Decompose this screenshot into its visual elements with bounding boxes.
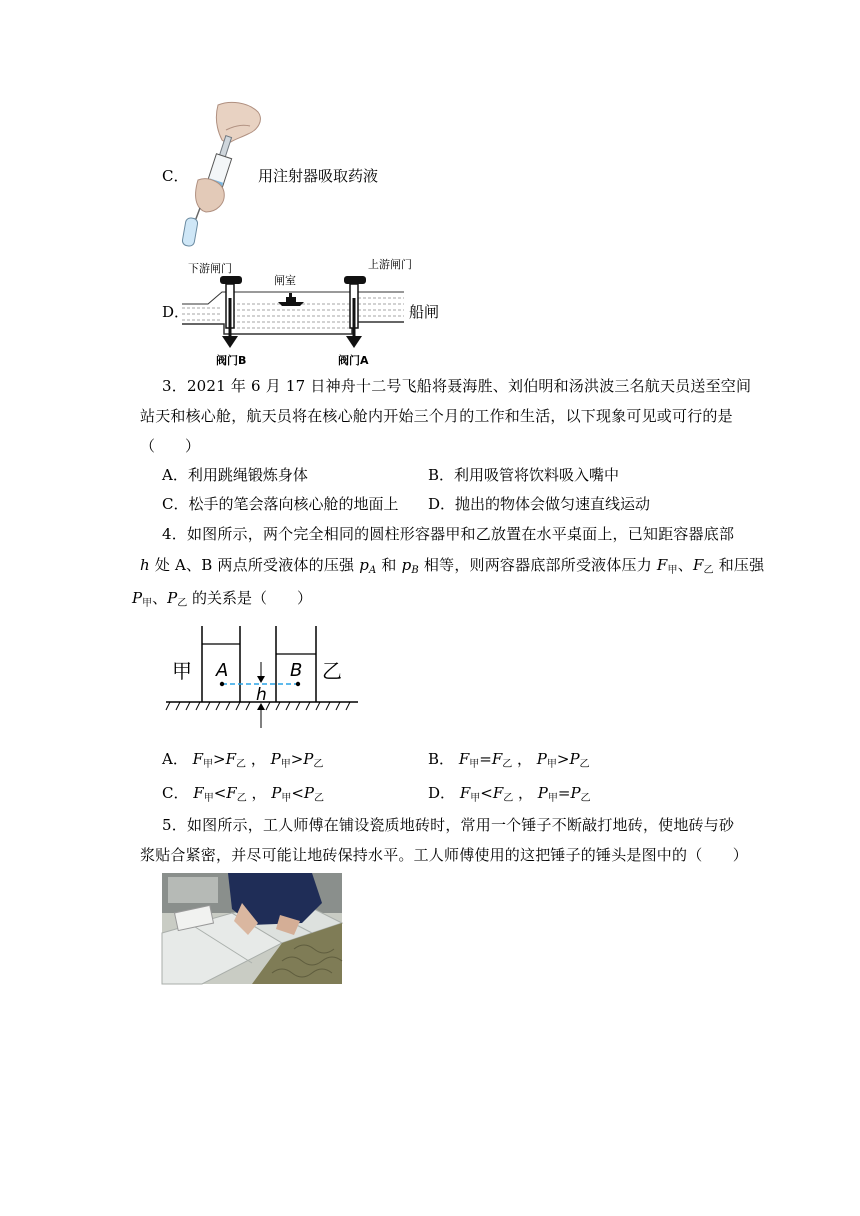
point-b-label: B bbox=[290, 660, 303, 681]
q4-option-d[interactable]: D． $F_甲<F_乙$ ， $P_甲=P_乙$ bbox=[428, 784, 591, 804]
containers-figure bbox=[166, 622, 362, 732]
chamber-label: 闸室 bbox=[274, 274, 296, 287]
q3-option-b[interactable]: B．利用吸管将饮料吸入嘴中 bbox=[428, 466, 620, 484]
syringe-photo bbox=[178, 100, 268, 252]
container-yi-label: 乙 bbox=[322, 659, 342, 683]
point-a-label: A bbox=[216, 660, 229, 681]
upstream-gate-label: 上游闸门 bbox=[368, 258, 412, 271]
q4-option-c[interactable]: C． $F_甲<F_乙$ ， $P_甲<P_乙$ bbox=[162, 784, 324, 804]
option-d-letter: D． bbox=[162, 303, 190, 321]
option-c-caption: 用注射器吸取药液 bbox=[258, 167, 379, 185]
q3-line3: （ ） bbox=[140, 437, 201, 455]
q4-line2: h 处 A、B 两点所受液体的压强 $p_A$ 和 $p_B$ 相等，则两容器底部所受液体压力 $F_甲$、$F_乙$ 和压强 bbox=[140, 556, 765, 576]
q5-line2: 浆贴合紧密，并尽可能让地砖保持水平。工人师傅使用的这把锤子的锤头是图中的（ ） bbox=[140, 846, 749, 864]
ship-lock-diagram bbox=[182, 258, 412, 368]
q3-option-a[interactable]: A．利用跳绳锻炼身体 bbox=[162, 466, 308, 484]
q3-line1: 3．2021 年 6 月 17 日神舟十二号飞船将聂海胜、刘伯明和汤洪波三名航天员送至空间 bbox=[162, 377, 752, 395]
q3-option-c[interactable]: C．松手的笔会落向核心舱的地面上 bbox=[162, 495, 399, 513]
option-d-caption: 船闸 bbox=[409, 303, 440, 321]
valve-b-label: 阀门B bbox=[216, 354, 247, 367]
q5-line1: 5．如图所示，工人师傅在铺设瓷质地砖时，常用一个锤子不断敲打地砖，使地砖与砂 bbox=[162, 816, 735, 834]
q3-line2: 站天和核心舱，航天员将在核心舱内开始三个月的工作和生活，以下现象可见或可行的是 bbox=[140, 407, 733, 425]
valve-a-label: 阀门A bbox=[338, 354, 369, 367]
option-c-letter: C． bbox=[162, 167, 189, 185]
q4-option-b[interactable]: B． $F_甲=F_乙$ ， $P_甲>P_乙$ bbox=[428, 750, 590, 770]
container-jia-label: 甲 bbox=[172, 659, 192, 683]
q4-option-a[interactable]: A． $F_甲>F_乙$ ， $P_甲>P_乙$ bbox=[162, 750, 324, 770]
h-label: h bbox=[256, 685, 267, 705]
tile-worker-photo bbox=[162, 873, 342, 984]
q3-option-d[interactable]: D．抛出的物体会做匀速直线运动 bbox=[428, 495, 651, 513]
q4-line3: $P_甲$、$P_乙$ 的关系是（ ） bbox=[132, 589, 312, 609]
downstream-gate-label: 下游闸门 bbox=[188, 262, 232, 275]
q4-line1: 4．如图所示，两个完全相同的圆柱形容器甲和乙放置在水平桌面上，已知距容器底部 bbox=[162, 525, 735, 543]
